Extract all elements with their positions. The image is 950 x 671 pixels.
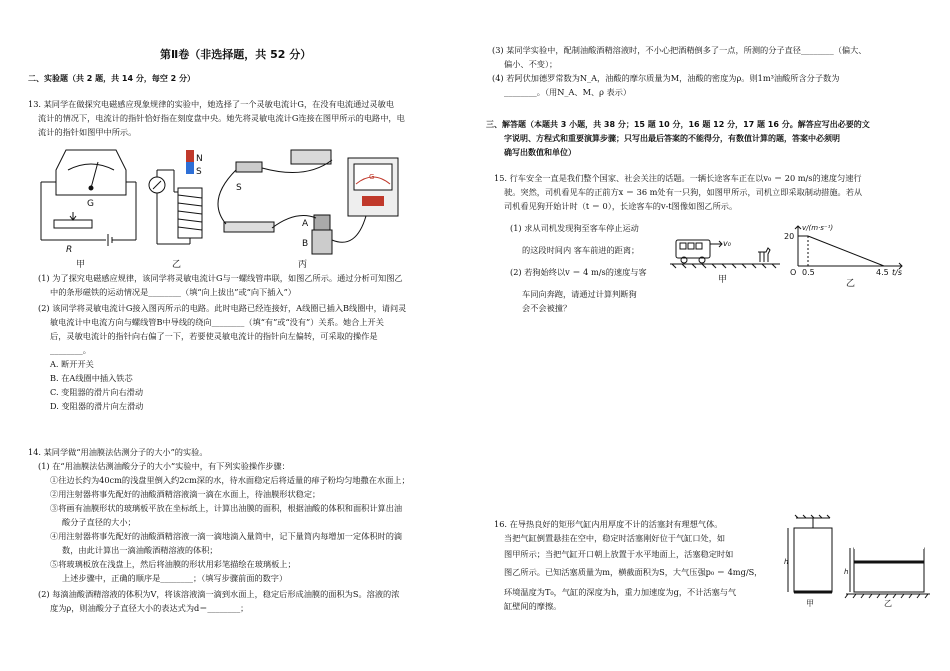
figure-jia-v0: v₀ — [723, 239, 731, 248]
figure-bing-label: 丙 — [298, 260, 308, 270]
q14-sub2-line-a: (2) 每滴油酸酒精溶液的体积为V，将该溶液滴一滴到水面上，稳定后形成油膜的面积为S。溶液的浓 — [38, 589, 400, 599]
q13-line-2: 流计的情况下，电流计的指针恰好指在刻度盘中央。她先将灵敏电流计G连接在图甲所示的电路中，电 — [38, 113, 405, 123]
q13-sub2-line-b: 敏电流计中电流方向与螺线管B中导线的绕向________（填“有”或“没有”）关系。她合上开关 — [50, 317, 384, 327]
q16-line-1: 16. 在导热良好的矩形气缸内用厚度不计的活塞封有理想气体。 — [494, 519, 723, 529]
q15-sub2-line-a: (2) 若狗始终以v ＝ 4 m/s的速度与客 — [510, 267, 647, 277]
q13-option-a: A. 断开开关 — [50, 359, 94, 369]
q13-option-c: C. 变阻器的滑片向右滑动 — [50, 387, 144, 397]
svg-text:R: R — [66, 245, 73, 255]
q13-option-b: B. 在A线圈中插入铁芯 — [50, 373, 133, 383]
q14-step-1: ①往边长约为40cm的浅盘里倒入约2cm深的水，待水面稳定后将适量的痱子粉均匀地撒在水面上； — [50, 475, 410, 485]
q16-line-5: 环境温度为T₀，气缸的深度为h，重力加速度为g，不计活塞与气 — [504, 587, 737, 597]
figure-jia-hanging-cylinder — [788, 515, 832, 592]
q14-sub4-line-b: ________。（用N_A、M、ρ 表示） — [504, 87, 632, 97]
q14-step-5: ⑤将玻璃板放在浅盘上，然后将油膜的形状用彩笔描绘在玻璃板上； — [50, 559, 296, 569]
figure-yi-y-axis-label: v/(m·s⁻¹) — [802, 224, 834, 232]
svg-text:G: G — [369, 173, 375, 181]
section-3-heading-line-1: 三、解答题（本题共 3 小题，共 38 分；15 题 10 分，16 题 12 分，17 题 16 分。解答应写出必要的文 — [486, 120, 870, 129]
q13-figures — [36, 140, 456, 270]
figure-jia-label: 甲 — [76, 260, 86, 270]
q14-step-3: ③将画有油膜形状的玻璃板平放在坐标纸上，计算出油膜的面积，根据油酸的体积和面积计算出油 — [50, 503, 403, 513]
q14-step-4: ④用注射器将事先配好的油酸酒精溶液一滴一滴地滴入量筒中，记下量筒内每增加一定体积时的滴 — [50, 531, 403, 541]
q14-sub3-line-a: (3) 某同学实验中，配制油酸酒精溶液时，不小心把酒精倒多了一点，所测的分子直径________（偏大、 — [492, 45, 867, 55]
figure-yi-tick-0-5: 0.5 — [802, 268, 815, 277]
q16-figures — [784, 514, 934, 610]
q14-sub2-line-b: 度为ρ，则油酸分子直径大小的表达式为d＝________； — [50, 603, 249, 613]
figure-jia-circuit — [41, 150, 136, 255]
svg-text:S: S — [196, 167, 202, 177]
q15-sub2-line-b: 车同向奔跑，请通过计算判断狗 — [522, 289, 637, 299]
q15-line-1: 15. 行车安全一直是我们整个国家、社会关注的话题。一辆长途客车正在以v₀ ＝ 20 m/s的速度匀速行 — [494, 173, 862, 183]
figure-yi-vt-graph — [795, 226, 902, 269]
q15-sub1-line-a: (1) 求从司机发现狗至客车停止运动 — [510, 223, 639, 233]
figure-jia-h: h — [784, 558, 789, 566]
q15-line-3: 司机看见狗开始计时（t ＝ 0），长途客车的v-t图像如图乙所示。 — [504, 201, 738, 211]
figure-bing-apparatus — [218, 150, 398, 254]
part-title: 第Ⅱ卷（非选择题，共 52 分） — [160, 48, 312, 61]
q15-sub1-line-b: 的这段时间内 客车前进的距离； — [522, 245, 640, 255]
figure-yi-label: 乙 — [884, 599, 892, 608]
q14-order-question: 上述步骤中，正确的顺序是________；（填写步骤前面的数字） — [62, 573, 288, 583]
figure-yi-tick-4-5: 4.5 — [876, 268, 889, 277]
q15-line-2: 驶。突然，司机看见车的正前方x ＝ 36 m处有一只狗，如图甲所示，司机立即采取制动措施。若从 — [504, 187, 863, 197]
section-3-heading-line-2: 字说明、方程式和重要演算步骤；只写出最后答案的不能得分，有数值计算的题，答案中必须明 — [504, 134, 840, 143]
figure-yi-label: 乙 — [172, 260, 182, 270]
q15-figures — [670, 222, 910, 288]
q13-option-d: D. 变阻器的滑片向左滑动 — [50, 401, 144, 411]
q15-sub2-line-c: 会不会被撞？ — [522, 303, 572, 313]
section-2-heading: 二、实验题（共 2 题，共 14 分，每空 2 分） — [28, 74, 195, 83]
q13-sub2-line-c: 后，灵敏电流计的指针向右偏了一下，若要使灵敏电流计的指针向左偏转，可采取的操作是 — [50, 331, 378, 341]
q14-sub3-line-b: 偏小、不变）； — [504, 59, 558, 69]
q14-sub4-line-a: (4) 若阿伏加德罗常数为N_A，油酸的摩尔质量为M，油酸的密度为ρ。则1m³油酸所含分子数为 — [492, 73, 840, 83]
section-3-heading-line-3: 确写出数值和单位） — [504, 148, 576, 157]
q16-line-3: 图甲所示；当把气缸开口朝上放置于水平地面上，活塞稳定时如 — [504, 549, 734, 559]
q13-sub1-line-b: 中的条形磁铁的运动情况是________（填“向上拔出”或“向下插入”） — [50, 287, 296, 297]
q14-line-2: (1) 在“用油膜法估测油酸分子的大小”实验中，有下列实验操作步骤： — [38, 461, 290, 471]
svg-text:B: B — [302, 239, 309, 249]
q14-step-3-cont: 酸分子直径的大小； — [62, 517, 136, 527]
svg-text:G: G — [87, 199, 94, 209]
q13-sub2-line-d: ________。 — [50, 345, 91, 355]
q13-sub2-line-a: (2) 该同学将灵敏电流计G接入图丙所示的电路。此时电路已经连接好，A线圈已插入B线圈中，请问灵 — [38, 303, 407, 313]
svg-text:N: N — [196, 154, 203, 164]
q13-sub1-line-a: (1) 为了探究电磁感应规律，该同学将灵敏电流计G与一螺线管串联，如图乙所示。通过分析可知图乙 — [38, 273, 403, 283]
figure-yi-label: 乙 — [846, 279, 856, 288]
figure-yi-x-axis-label: t/s — [892, 268, 902, 277]
q13-line-1: 13. 某同学在做探究电磁感应现象规律的实验中，她选择了一个灵敏电流计G，在没有电流通过灵敏电 — [28, 99, 395, 109]
q16-line-2: 当把气缸倒置悬挂在空中，稳定时活塞刚好位于气缸口处，如 — [504, 533, 726, 543]
q13-line-3: 流计的指针如图甲中所示。 — [38, 127, 137, 137]
q14-step-2: ②用注射器将事先配好的油酸酒精溶液滴一滴在水面上，待油膜形状稳定； — [50, 489, 321, 499]
q14-line-1: 14. 某同学做“用油膜法估测分子的大小”的实验。 — [28, 447, 208, 457]
svg-text:S: S — [236, 183, 242, 193]
figure-yi-upright-cylinder — [845, 548, 930, 598]
svg-text:A: A — [302, 219, 309, 229]
q16-line-4: 图乙所示。已知活塞质量为m，横截面积为S，大气压强p₀ ＝ 4mg/S， — [504, 567, 763, 577]
figure-yi-tick-20: 20 — [784, 232, 795, 241]
q16-line-6: 缸壁间的摩擦。 — [504, 601, 562, 611]
figure-jia-label: 甲 — [718, 275, 728, 285]
figure-jia-label: 甲 — [806, 599, 814, 608]
figure-yi-h: h — [844, 568, 849, 576]
figure-yi-origin: O — [790, 268, 797, 277]
figure-yi-solenoid — [149, 150, 203, 244]
q14-step-4-cont: 数，由此计算出一滴油酸酒精溶液的体积； — [62, 545, 218, 555]
